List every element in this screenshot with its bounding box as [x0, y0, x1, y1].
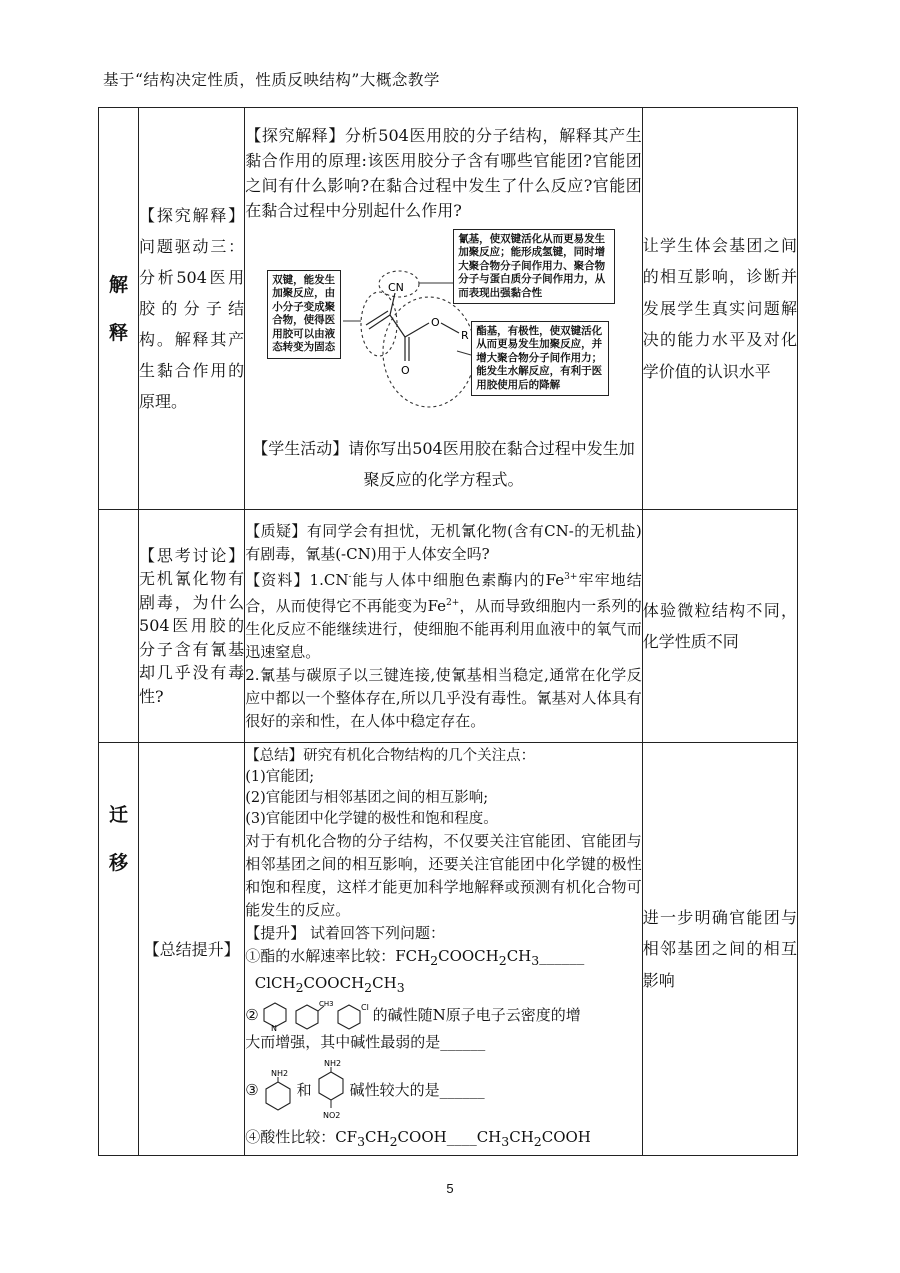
carbonyl-o-label: O — [401, 363, 410, 377]
content-discuss — [245, 510, 643, 743]
table-row-transfer — [99, 743, 798, 1156]
double-bond-note: 双键，能发生加聚反应，由小分子变成聚合物，使得医用胶可以由液态转变为固态 — [267, 270, 341, 359]
svg-text:N: N — [270, 1023, 277, 1033]
stage-label-explain: 【探究解释】问题驱动三：分析504医用胶的分子结构。解释其产生黏合作用的原理。 — [139, 108, 245, 510]
table-row-explain — [99, 108, 798, 510]
objective-explain: 让学生体会基团之间的相互影响，诊断并发展学生真实问题解决的能力水平及对化学价值的认识水平 — [642, 108, 797, 510]
r-group-label: R — [461, 328, 469, 342]
section-label-transfer: 迁 移 — [99, 743, 139, 1156]
content-explain — [245, 108, 643, 510]
summary-item-1: (1)官能团; — [245, 768, 315, 785]
question-paragraph: 【质疑】有同学会有担忧，无机氰化物(含有CN-的无机盐)有剧毒，氰基(-CN)用于人体安全吗? — [245, 521, 642, 563]
summary-paragraph: 对于有机化合物的分子结构，不仅要关注官能团、官能团与相邻基团之间的相互影响，还要关注官能团中化学键的极性和饱和程度，这样才能更加科学地解释或预测有机化合物可能发生的反应。 — [245, 831, 642, 919]
stage-label-discuss: 【思考讨论】无机氰化物有剧毒，为什么504医用胶的分子含有氰基却几乎没有毒性? — [139, 510, 245, 743]
page-number: 5 — [446, 1181, 454, 1196]
lesson-table — [98, 107, 798, 1156]
svg-text:CH3: CH3 — [318, 999, 334, 1008]
aniline-icon — [261, 1068, 295, 1114]
content-transfer — [245, 743, 643, 1156]
ester-group-note: 酯基，有极性，使双键活化从而更易发生加聚反应，并增大聚合物分子间作用力；能发生水解反应，有利于医用胶使用后的降解 — [471, 321, 609, 397]
svg-text:Cl: Cl — [360, 1002, 369, 1012]
table-row-discuss — [99, 510, 798, 743]
objective-transfer: 进一步明确官能团与相邻基团之间的相互影响 — [642, 743, 797, 1156]
section-label-blank — [99, 510, 139, 743]
svg-text:NH2: NH2 — [323, 1058, 341, 1068]
cyano-group-note: 氰基，使双键活化从而更易发生加聚反应；能形成氢键，同时增大聚合物分子间作用力、聚合物分子与蛋白质分子间作用力，从而表现出强黏合性 — [453, 229, 615, 305]
question-2-continued: 大而增强，其中碱性最弱的是______ — [245, 1032, 486, 1051]
question-1: ①酯的水解速率比较：$FCH_2COOCH_2CH_3\_\_\_\_\_\_$ $ClCH_2COOCH_2CH_3$ — [245, 946, 585, 995]
objective-discuss: 体验微粒结构不同，化学性质不同 — [642, 510, 797, 743]
question-4: ④酸性比较：$CF_3CH_2COOH\_\_\_\_CH_3CH_2COOH$ — [245, 1127, 591, 1149]
inquiry-paragraph: 【探究解释】分析504医用胶的分子结构，解释其产生黏合作用的原理:该医用胶分子含有哪些官能团?官能团之间有什么影响?在黏合过程中发生了什么反应?官能团在黏合过程中分别起什么作用? — [245, 125, 642, 220]
question-3: ③ NH2 和 NH2 NO2 碱性较大的是______ — [245, 1058, 642, 1124]
question-2: ② N CH3 Cl 的碱性随N原子电子云密度的增 — [245, 999, 581, 1033]
cn-label: CN — [388, 280, 405, 294]
ester-o-label: O — [431, 315, 440, 329]
document-header: 基于“结构决定性质，性质反映结构”大概念教学 — [103, 71, 440, 89]
material-paragraph-1: 【资料】1.CN-能与人体中细胞色素酶内的$Fe^{3+}$牢牢地结合，从而使得它不再能变为$Fe^{2+}$，从而导致细胞内一系列的生化反应不能继续进行，使细胞不能再利用血液中的氧气而迅速窒息。 — [245, 570, 642, 661]
chloropyridine-icon — [335, 1001, 371, 1031]
section-label-explain: 解 释 — [99, 108, 139, 510]
summary-item-3: (3)官能团中化学键的极性和饱和程度。 — [245, 810, 498, 827]
summary-title: 【总结】研究有机化合物结构的几个关注点： — [245, 747, 536, 764]
methylpyridine-icon — [293, 999, 334, 1031]
raise-title: 【提升】 试着回答下列问题： — [245, 923, 445, 942]
material-paragraph-2: 2.氰基与碳原子以三键连接,使氰基相当稳定,通常在化学反应中都以一个整体存在,所以几乎没有毒性。氰基对人体具有很好的亲和性，在人体中稳定存在。 — [245, 665, 642, 730]
svg-text:NO2: NO2 — [322, 1110, 341, 1120]
stage-label-transfer: 【总结提升】 — [139, 743, 245, 1156]
nitroaniline-icon — [314, 1058, 348, 1124]
pyridine-icon — [261, 1001, 289, 1031]
svg-text:NH2: NH2 — [270, 1068, 288, 1078]
student-activity: 【学生活动】请你写出504医用胶在黏合过程中发生加聚反应的化学方程式。 — [252, 438, 635, 489]
molecule-figure — [245, 229, 642, 429]
summary-item-2: (2)官能团与相邻基团之间的相互影响; — [245, 789, 489, 806]
